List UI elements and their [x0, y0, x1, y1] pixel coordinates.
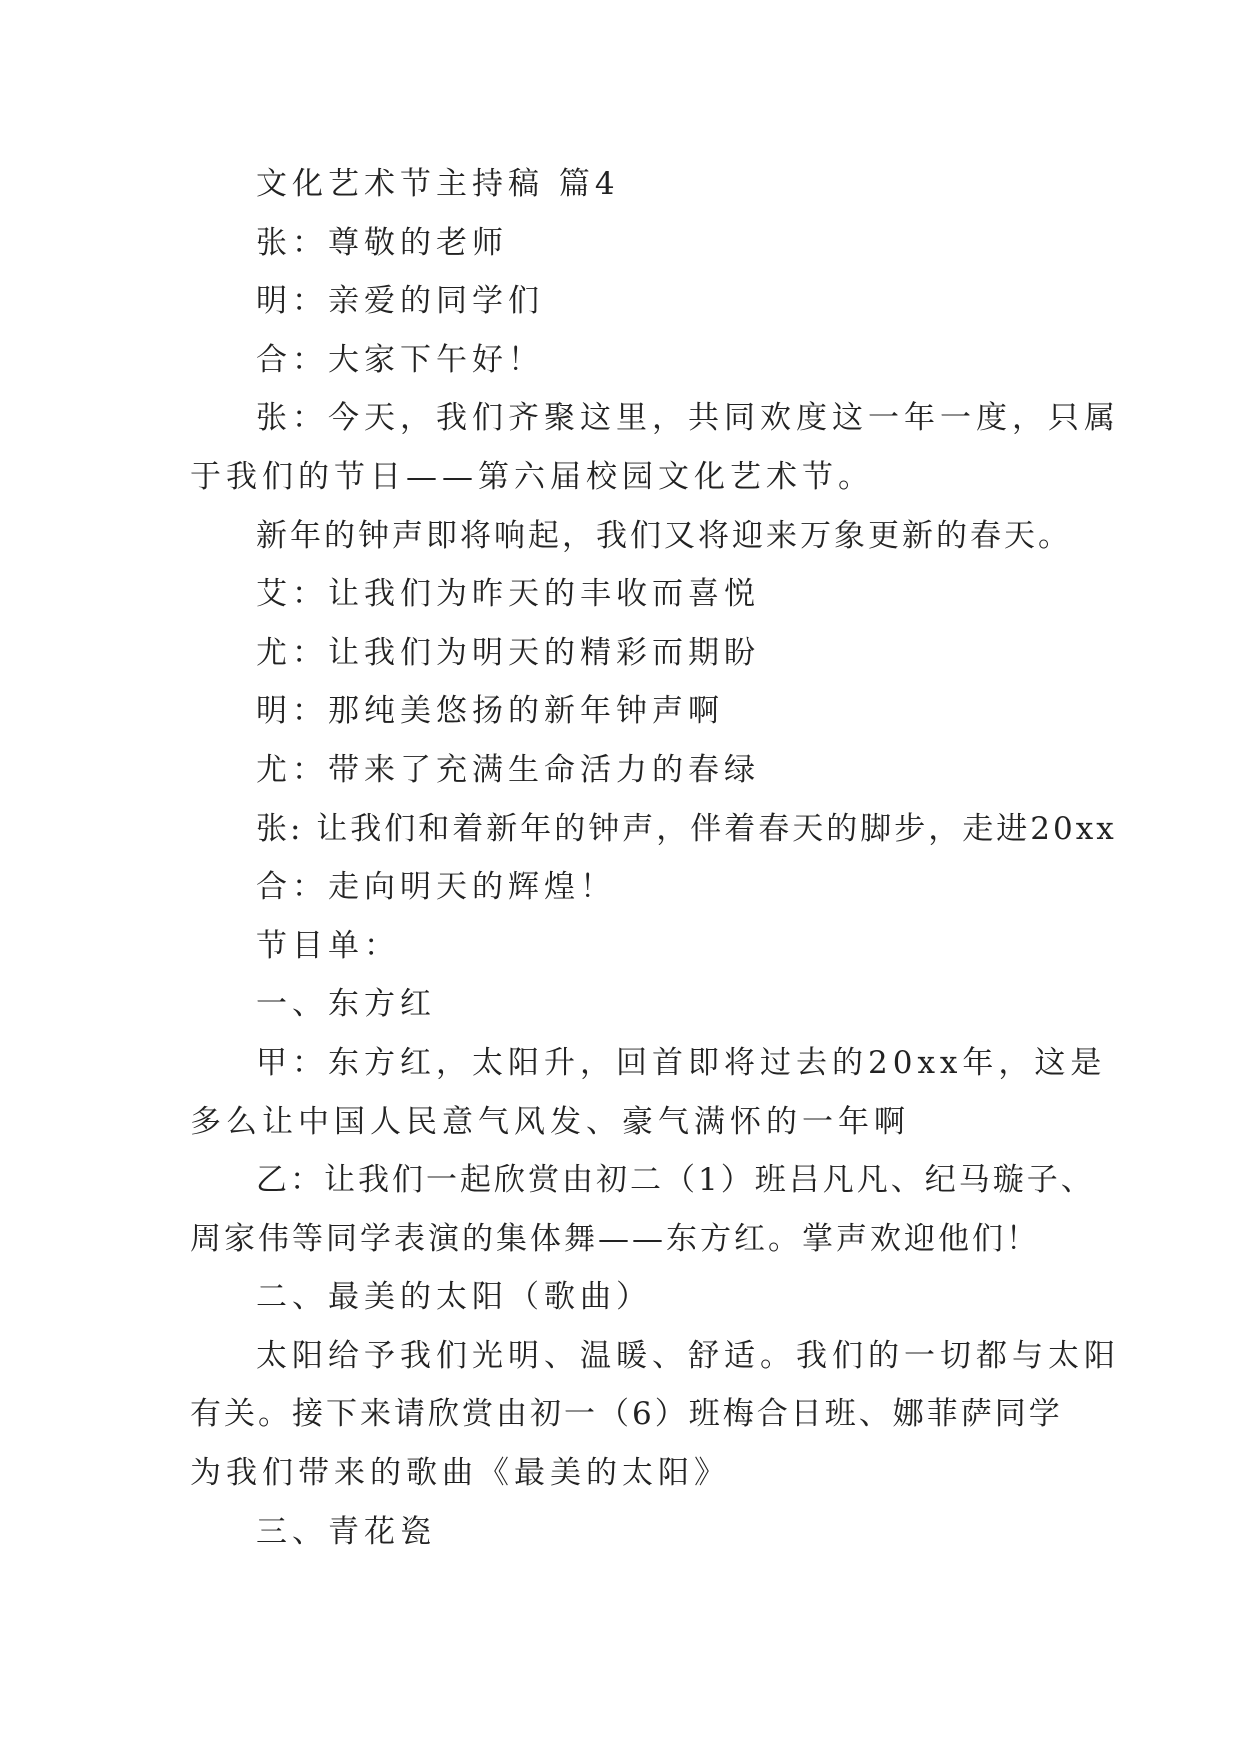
paragraph: 甲：东方红，太阳升，回首即将过去的20xx年，这是: [256, 1044, 1107, 1081]
paragraph-continuation: 有关。接下来请欣赏由初一（6）班梅合日班、娜菲萨同学: [190, 1396, 1063, 1433]
section-heading: 节目单：: [256, 927, 400, 964]
program-item-heading: 三、青花瓷: [256, 1513, 436, 1550]
document-body: [190, 155, 1120, 1561]
paragraph-continuation: 为我们带来的歌曲《最美的太阳》: [190, 1455, 730, 1492]
paragraph-continuation: 于我们的节日——第六届校园文化艺术节。: [190, 458, 874, 495]
program-item-heading: 一、东方红: [256, 986, 436, 1023]
paragraph: 尤：带来了充满生命活力的春绿: [256, 751, 760, 788]
paragraph: 明：那纯美悠扬的新年钟声啊: [256, 693, 724, 730]
paragraph: 新年的钟声即将响起，我们又将迎来万象更新的春天。: [256, 517, 1072, 554]
paragraph: 明：亲爱的同学们: [256, 283, 544, 320]
paragraph: 尤：让我们为明天的精彩而期盼: [256, 634, 760, 671]
paragraph: 张：今天，我们齐聚这里，共同欢度这一年一度，只属: [256, 400, 1120, 437]
paragraph-continuation: 周家伟等同学表演的集体舞——东方红。掌声欢迎他们！: [190, 1220, 1040, 1257]
paragraph: 太阳给予我们光明、温暖、舒适。我们的一切都与太阳: [256, 1337, 1120, 1374]
document-title: 文化艺术节主持稿 篇4: [256, 166, 620, 202]
paragraph: 乙：让我们一起欣赏由初二（1）班吕凡凡、纪马璇子、: [256, 1162, 1095, 1199]
paragraph: 合：大家下午好！: [256, 341, 544, 378]
program-item-heading: 二、最美的太阳（歌曲）: [256, 1279, 652, 1316]
paragraph: 张：尊敬的老师: [256, 224, 508, 261]
paragraph: 合：走向明天的辉煌！: [256, 869, 616, 906]
paragraph: 张: 让我们和着新年的钟声，伴着春天的脚步，走进20xx: [256, 810, 1117, 847]
paragraph: 艾：让我们为昨天的丰收而喜悦: [256, 576, 760, 613]
paragraph-continuation: 多么让中国人民意气风发、豪气满怀的一年啊: [190, 1103, 910, 1140]
